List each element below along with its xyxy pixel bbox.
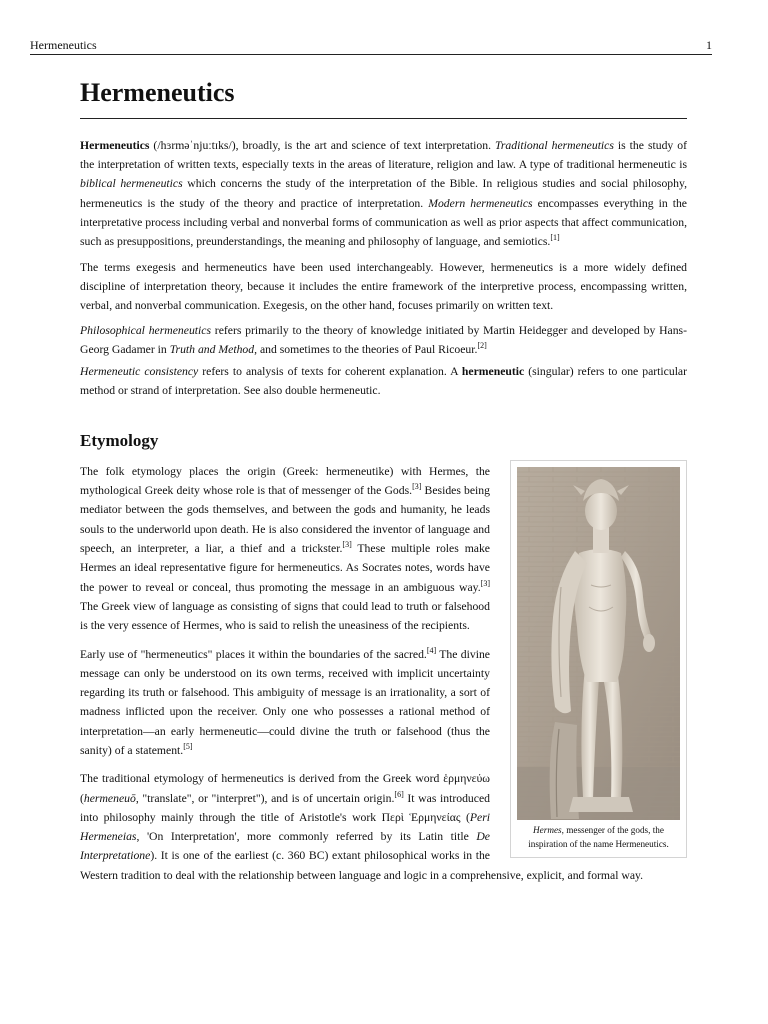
running-header-title: Hermeneutics [30,38,97,52]
term-philosophical-hermeneutics: Philosophical hermeneutics [80,323,212,337]
term-modern-hermeneutics: Modern hermeneutics [428,196,533,210]
term-hermeneutic-consistency: Hermeneutic consistency [80,365,199,379]
hermes-statue-image[interactable] [517,467,680,820]
reference-link-4[interactable]: [4] [426,645,437,655]
reference-link-3c[interactable]: [3] [480,578,490,588]
article-title: Hermeneutics [80,78,687,119]
term-hermeneuo: hermeneuō [83,791,136,805]
reference-link-2[interactable]: [2] [477,340,487,350]
intro-paragraph-1: Hermeneutics (/hɜrməˈnjuːtɪks/), broadly, is the art and science of text interpretation. Traditional hermeneutics is the study of the interpretation of written texts, especially texts in the areas of literature, religion and law. A type of traditional hermeneutic is biblical hermeneutics which concerns the study of the interpretation of the Bible. In religious studies and social philosophy, hermeneutics is the study of the theory and practice of interpretation. Modern hermeneutics encompasses everything in the interpretative process including verbal and nonverbal forms of communication as well as prior aspects that affect communication, such as presuppositions, preunderstandings, the meaning and philosophy of language, and semiotics.[1] [80,138,687,249]
term-traditional-hermeneutics: Traditional hermeneutics [495,138,614,152]
intro-paragraph-4: Hermeneutic consistency refers to analysis of texts for coherent explanation. A hermeneutic (singular) refers to one particular method or strand of interpretation. See also double hermeneutic. [80,365,688,398]
running-header [30,38,712,55]
reference-link-3[interactable]: [3] [412,482,422,492]
article-body [80,78,687,885]
reference-link-6[interactable]: [6] [394,789,404,799]
reference-link-5[interactable]: [5] [183,742,193,751]
etymology-paragraph-1: The folk etymology places the origin (Greek: hermeneutike) with Hermes, the mythological Greek deity whose role is that of messenger of the Gods.[3] Besides being mediator between the gods themselves, and between the gods and humanity, he leads souls to the underworld upon death. He is also considered the inventor of language and speech, an interpreter, a liar, a thief and a trickster.[3] These multiple roles make Hermes an ideal representative figure for hermeneutics. As Socrates notes, words have the power to reveal or conceal, thus promoting the message in an ambiguous way.[3] The Greek view of language as consisting of signs that could lead to truth or falsehood is the very essence of Hermes, who is said to relish the uneasiness of the recipients. [80,464,490,633]
reference-link-1[interactable]: [1] [550,233,560,243]
title-truth-and-method: Truth and Method [169,342,255,356]
intro-paragraph-2: The terms exegesis and hermeneutics have been used interchangeably. However, hermeneutics is a more widely defined discipline of interpretation theory, because it includes the entire framework of the interpretive process, encompassing written, verbal, and nonverbal communication. Exegesis, on the other hand, focuses primarily on written text. [80,260,687,313]
page-number: 1 [706,38,712,52]
caption-hermes: Hermes [533,824,562,835]
term-hermeneutic: hermeneutic [461,365,525,379]
intro-paragraph-3: Philosophical hermeneutics refers primarily to the theory of knowledge initiated by Martin Heidegger and developed by Hans-Georg Gadamer in Truth and Method, and sometimes to the theories of Paul Ricoeur.[2] [80,323,687,356]
etymology-paragraph-2: Early use of "hermeneutics" places it within the boundaries of the sacred.[4] The divine message can only be understood on its own terms, received with implicit uncertainty regarding its truth or falsehood. This ambiguity of message is an irrationality, a sort of madness inflicted upon the receiver. Only one who possesses a rational method of interpretation—an early hermeneutic—could divine the truth or falsehood (thus the sanity) of a statement.[5] [80,645,490,757]
etymology-paragraph-3: The traditional etymology of hermeneutics is derived from the Greek word ἑρμηνεύω (hermeneuō, "translate", or "interpret"), and is of uncertain origin.[6] It was introduced into philosophy mainly through the title of Aristotle's work Περὶ Ἑρμηνείας (Peri Hermeneias, 'On Interpretation', more commonly referred by its Latin title De Interpretatione). It is one of the earliest (c. 360 BC) extant philosophical works in the Western tradition to deal with the relationship between language and logic in a comprehensive, explicit, and formal way. [80,772,644,882]
reference-link-3b[interactable]: [3] [342,540,352,550]
term-biblical-hermeneutics: biblical hermeneutics [80,177,183,191]
title-de-interpretatione: De Interpretatione [80,830,490,863]
term-hermeneutics: Hermeneutics [80,138,150,152]
title-peri-hermeneias: Peri Hermeneias [80,810,490,844]
figure-caption: Hermes, messenger of the gods, the inspiration of the name Hermeneutics. [528,824,669,849]
section-heading-etymology: Etymology [80,430,159,450]
hermes-figure [510,460,687,858]
